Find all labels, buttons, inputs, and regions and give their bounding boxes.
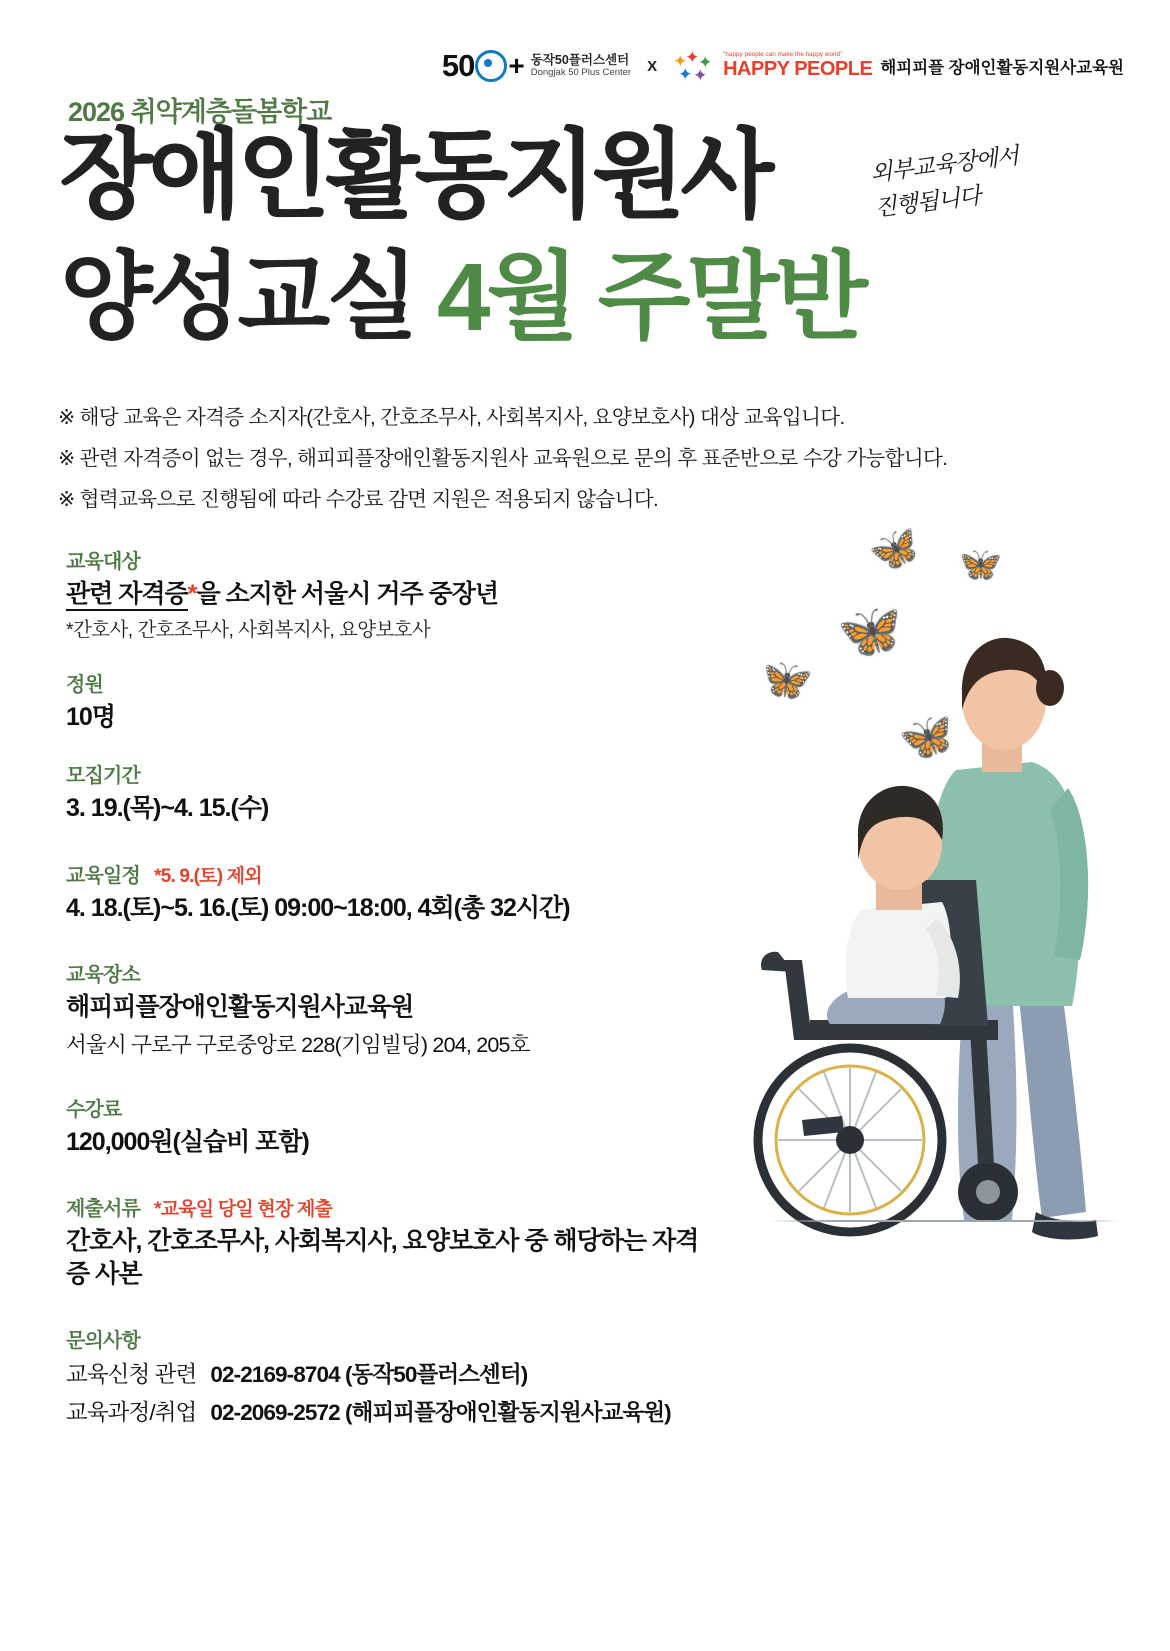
eyebrow-title: 2026 취약계층돌봄학교: [68, 97, 332, 127]
handwritten-note-line2: 진행됩니다: [873, 182, 982, 222]
fifty-plus-icon: [442, 48, 524, 84]
circle-icon: [475, 50, 507, 82]
happy-slogan: "happy people can make the happy world": [723, 51, 843, 59]
contact-number[interactable]: 02-2169-8704 (동작50플러스센터): [210, 1362, 528, 1387]
value-target-underline: 관련 자격증: [66, 580, 188, 611]
illustration: [750, 520, 1170, 1300]
logo-name-ko: 동작50플러스센터: [530, 53, 630, 68]
butterfly-icon: 🦋: [864, 521, 926, 579]
label-schedule: [66, 859, 706, 888]
handwritten-note-line1: 외부교육장에서: [868, 143, 1020, 188]
plus-icon: +: [508, 50, 524, 81]
people-icon: ✦ ✦ ✦ ✦ ✦: [673, 48, 713, 85]
page-subtitle-dark: 양성교실: [60, 244, 415, 351]
page-subtitle: [60, 244, 864, 351]
value-recruit-period: 3. 19.(목)~4. 15.(수): [66, 794, 269, 822]
info-block-place: [66, 958, 706, 1059]
label-inquiry: 문의사항: [66, 1330, 141, 1352]
value-target-rest: 을 소지한 서울시 거주 중장년: [196, 580, 499, 608]
value-documents: 간호사, 간호조무사, 사회복지사, 요양보호사 중 해당하는 자격증 사본: [66, 1227, 699, 1288]
happy-name-en: HAPPY PEOPLE: [723, 57, 873, 80]
contact-row: [66, 1357, 706, 1389]
page-title: 장애인활동지원사: [60, 122, 770, 229]
value-fee: 120,000원(실습비 포함): [66, 1127, 309, 1156]
logo-separator: X: [647, 57, 658, 75]
logo-name-en: Dongjak 50 Plus Center: [530, 66, 632, 78]
value-schedule: 4. 18.(토)~5. 16.(토) 09:00~18:00, 4회(총 32시간): [66, 893, 570, 922]
notice-item: ※ 협력교육으로 진행됨에 따라 수강료 감면 지원은 적용되지 않습니다.: [58, 488, 659, 511]
info-block-documents: [66, 1192, 706, 1290]
logo-happy-people: [673, 49, 1124, 83]
info-section: [66, 545, 706, 1453]
contact-number[interactable]: 02-2069-2572 (해피피플장애인활동지원사교육원): [210, 1400, 671, 1425]
ground-line: [770, 1220, 1120, 1222]
butterfly-icon: 🦋: [836, 600, 905, 664]
info-block-recruit-period: [66, 759, 706, 825]
contact-who: 교육신청 관련: [66, 1362, 197, 1387]
label-schedule-text: 교육일정: [66, 864, 141, 887]
logo-dongjak-50plus: [442, 48, 631, 84]
contact-row: [66, 1395, 706, 1427]
happy-name-ko: 해피피플 장애인활동지원사교육원: [880, 59, 1124, 77]
label-recruit-period: 모집기간: [66, 765, 141, 787]
label-capacity: 정원: [66, 673, 104, 696]
value-target: [66, 578, 706, 611]
value-capacity: 10명: [66, 702, 115, 731]
notice-list: [58, 400, 1118, 523]
info-block-schedule: [66, 859, 706, 925]
info-block-target: [66, 545, 706, 642]
butterfly-icon: 🦋: [753, 650, 816, 710]
contact-who: 교육과정/취업: [66, 1400, 197, 1425]
info-block-inquiry: [66, 1324, 706, 1427]
label-fee: 수강료: [66, 1098, 122, 1121]
handwritten-note: [868, 139, 1024, 226]
value-target-star: *: [187, 580, 197, 608]
label-place: 교육장소: [66, 964, 141, 986]
value-target-sub: *간호사, 간호조무사, 사회복지사, 요양보호사: [66, 618, 431, 641]
page-subtitle-green: 4월 주말반: [436, 244, 864, 351]
fifty-text: 50: [441, 48, 475, 83]
label-documents-text: 제출서류: [66, 1198, 141, 1220]
info-block-fee: [66, 1093, 706, 1159]
notice-item: ※ 관련 자격증이 없는 경우, 해피피플장애인활동지원사 교육원으로 문의 후 표준반으로 수강 가능합니다.: [58, 447, 948, 470]
label-documents: [66, 1192, 706, 1221]
label-target: 교육대상: [66, 551, 141, 573]
header-logos: [442, 48, 1124, 84]
info-block-capacity: [66, 668, 706, 734]
label-schedule-note: *5. 9.(토) 제외: [154, 865, 262, 887]
contact-list: [66, 1357, 706, 1427]
butterfly-icon: 🦋: [896, 708, 959, 767]
people-wheelchair-illustration: [750, 520, 1170, 1300]
value-place-address: 서울시 구로구 구로중앙로 228(기임빌딩) 204, 205호: [66, 1032, 530, 1057]
value-place: 해피피플장애인활동지원사교육원: [66, 993, 414, 1021]
label-documents-note: *교육일 당일 현장 제출: [154, 1199, 333, 1220]
notice-item: ※ 해당 교육은 자격증 소지자(간호사, 간호조무사, 사회복지사, 요양보호사) 대상 교육입니다.: [58, 406, 845, 429]
butterfly-icon: 🦋: [954, 542, 1004, 588]
